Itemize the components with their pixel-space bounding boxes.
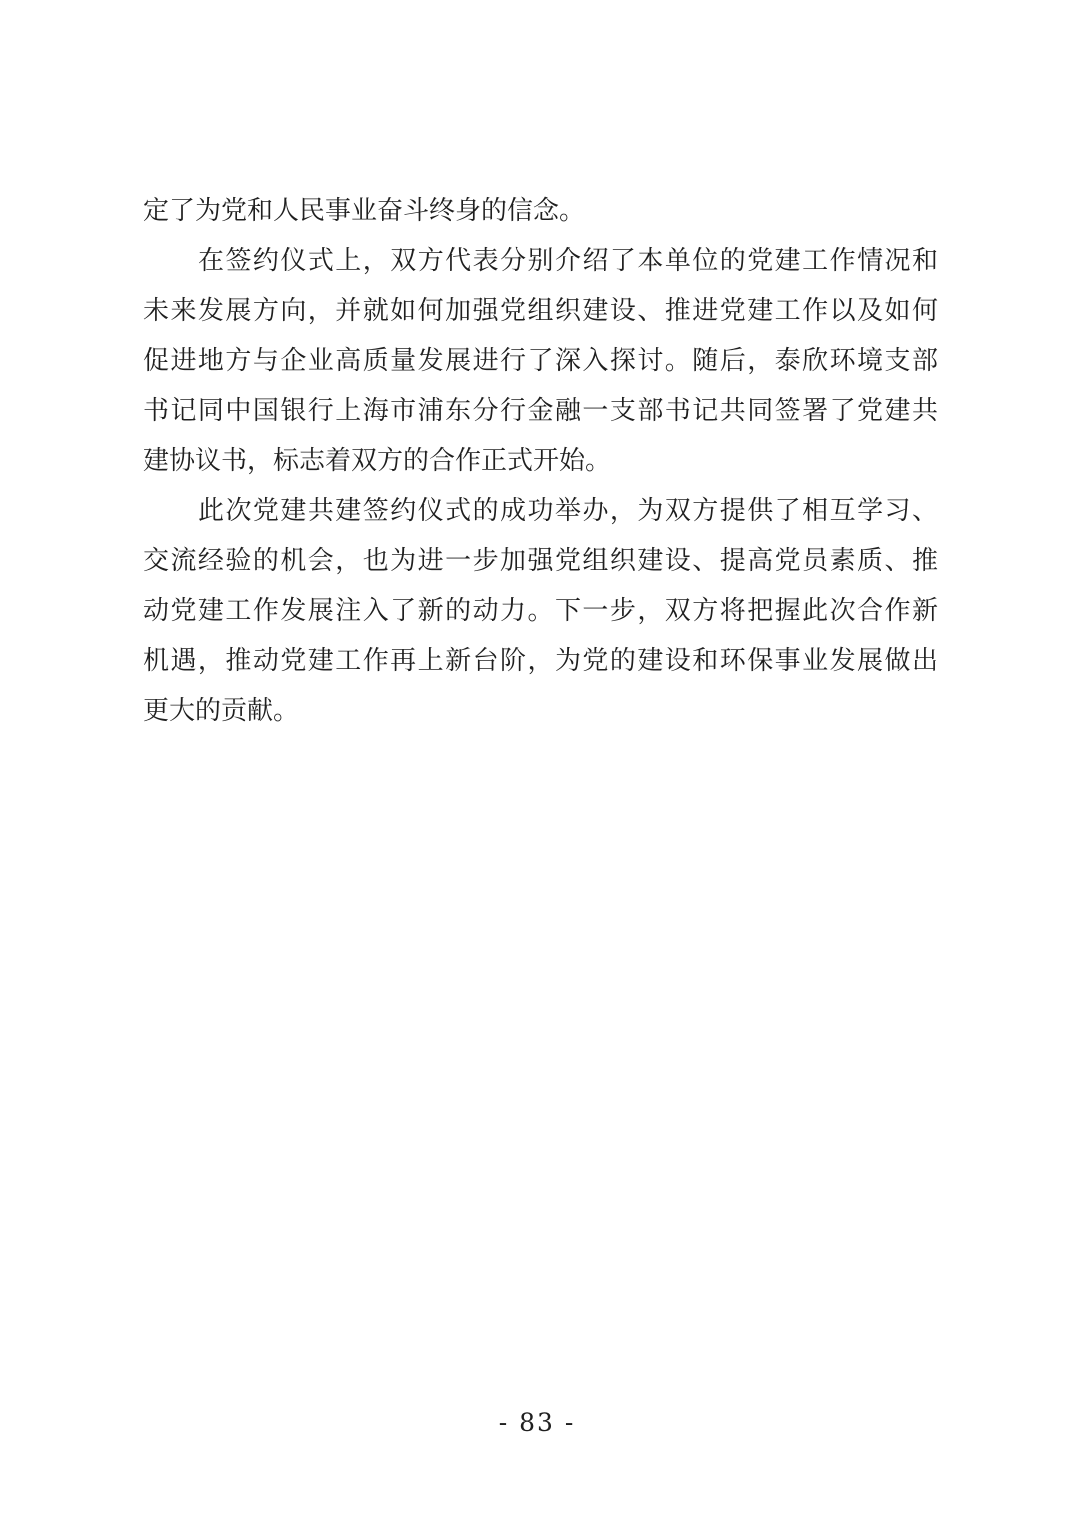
text-line: 此次党建共建签约仪式的成功举办，为双方提供了相互学习、: [198, 496, 938, 526]
text-line: 在签约仪式上，双方代表分别介绍了本单位的党建工作情况和: [198, 246, 938, 276]
text-line: 书记同中国银行上海市浦东分行金融一支部书记共同签署了党建共: [143, 396, 938, 426]
text-line: 未来发展方向，并就如何加强党组织建设、推进党建工作以及如何: [143, 296, 938, 326]
body-text: [143, 186, 938, 736]
text-line: 定了为党和人民事业奋斗终身的信念。: [143, 196, 586, 226]
text-line: 更大的贡献。: [143, 696, 300, 726]
page-number: - 83 -: [498, 1408, 576, 1437]
text-line: 机遇，推动党建工作再上新台阶，为党的建设和环保事业发展做出: [143, 646, 938, 676]
text-line: 交流经验的机会，也为进一步加强党组织建设、提高党员素质、推: [143, 546, 938, 576]
text-line: 促进地方与企业高质量发展进行了深入探讨。随后，泰欣环境支部: [143, 346, 938, 376]
text-line: 建协议书，标志着双方的合作正式开始。: [143, 446, 612, 476]
text-line: 动党建工作发展注入了新的动力。下一步，双方将把握此次合作新: [143, 596, 938, 626]
